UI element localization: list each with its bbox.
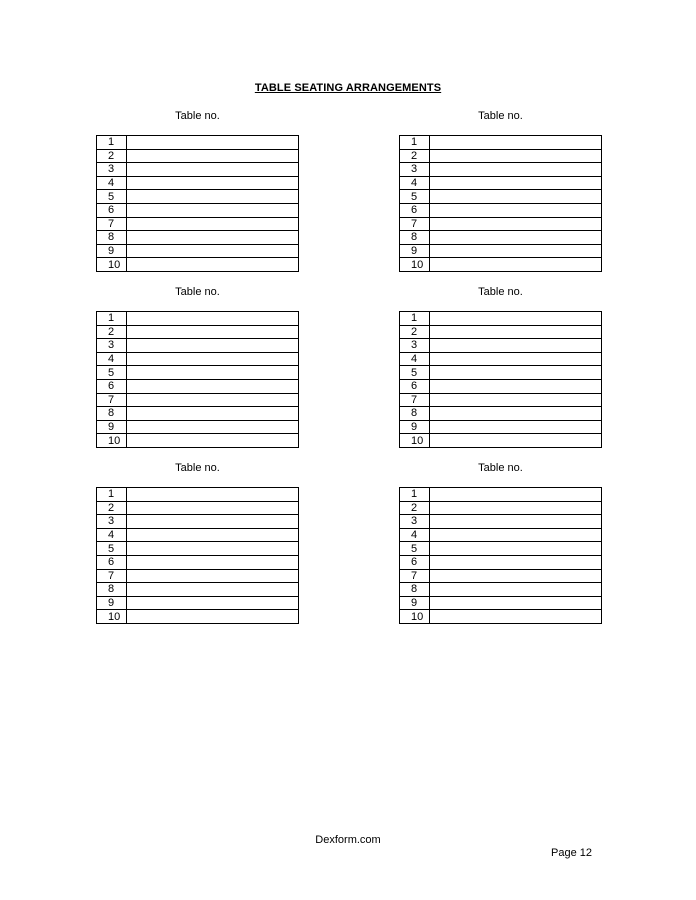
guest-name-cell[interactable] bbox=[127, 569, 299, 583]
seat-row bbox=[97, 434, 299, 448]
guest-name-cell[interactable] bbox=[127, 515, 299, 529]
seat-number: 1 bbox=[97, 136, 127, 150]
seat-number: 6 bbox=[97, 555, 127, 569]
seat-number: 9 bbox=[97, 244, 127, 258]
guest-name-cell[interactable] bbox=[127, 596, 299, 610]
seat-number: 3 bbox=[97, 339, 127, 353]
seat-row bbox=[400, 366, 602, 380]
seat-row bbox=[400, 176, 602, 190]
seat-row bbox=[97, 312, 299, 326]
seat-row bbox=[97, 352, 299, 366]
seat-number: 10 bbox=[97, 258, 127, 272]
seat-number: 5 bbox=[400, 542, 430, 556]
guest-name-cell[interactable] bbox=[127, 217, 299, 231]
seat-row bbox=[97, 339, 299, 353]
seat-number: 7 bbox=[97, 217, 127, 231]
seat-row bbox=[97, 163, 299, 177]
seat-row bbox=[400, 231, 602, 245]
seat-row bbox=[400, 407, 602, 421]
table-number-label: Table no. bbox=[478, 286, 523, 298]
seat-row bbox=[97, 325, 299, 339]
seat-number: 4 bbox=[400, 176, 430, 190]
guest-name-cell[interactable] bbox=[430, 366, 602, 380]
seat-number: 7 bbox=[400, 393, 430, 407]
seat-row bbox=[400, 583, 602, 597]
seat-grid bbox=[96, 135, 299, 272]
seat-number: 8 bbox=[400, 583, 430, 597]
seat-row bbox=[400, 528, 602, 542]
guest-name-cell[interactable] bbox=[430, 501, 602, 515]
seat-row bbox=[400, 501, 602, 515]
seat-number: 7 bbox=[97, 393, 127, 407]
seat-row bbox=[97, 528, 299, 542]
seat-number: 9 bbox=[400, 420, 430, 434]
seat-row bbox=[400, 163, 602, 177]
seat-number: 9 bbox=[97, 596, 127, 610]
seat-number: 6 bbox=[400, 203, 430, 217]
guest-name-cell[interactable] bbox=[430, 434, 602, 448]
seat-number: 5 bbox=[97, 366, 127, 380]
table-number-label: Table no. bbox=[478, 462, 523, 474]
table-number-label: Table no. bbox=[478, 110, 523, 122]
guest-name-cell[interactable] bbox=[127, 231, 299, 245]
guest-name-cell[interactable] bbox=[430, 217, 602, 231]
page-number: Page 12 bbox=[551, 847, 592, 859]
seat-number: 10 bbox=[97, 434, 127, 448]
guest-name-cell[interactable] bbox=[127, 434, 299, 448]
guest-name-cell[interactable] bbox=[430, 176, 602, 190]
seat-number: 2 bbox=[97, 501, 127, 515]
guest-name-cell[interactable] bbox=[430, 352, 602, 366]
seat-number: 1 bbox=[400, 136, 430, 150]
guest-name-cell[interactable] bbox=[430, 244, 602, 258]
seat-row bbox=[97, 583, 299, 597]
guest-name-cell[interactable] bbox=[127, 244, 299, 258]
seat-row bbox=[400, 515, 602, 529]
seat-number: 8 bbox=[400, 407, 430, 421]
seat-number: 8 bbox=[97, 583, 127, 597]
table-number-label: Table no. bbox=[175, 110, 220, 122]
footer-site: Dexform.com bbox=[315, 834, 381, 846]
seat-number: 10 bbox=[400, 434, 430, 448]
seat-row bbox=[97, 176, 299, 190]
seat-row bbox=[97, 258, 299, 272]
seat-number: 6 bbox=[400, 555, 430, 569]
seat-row bbox=[400, 312, 602, 326]
seat-number: 2 bbox=[97, 325, 127, 339]
seat-number: 3 bbox=[400, 163, 430, 177]
guest-name-cell[interactable] bbox=[127, 555, 299, 569]
seat-row bbox=[97, 488, 299, 502]
seat-row bbox=[400, 569, 602, 583]
seat-row bbox=[400, 379, 602, 393]
seat-number: 5 bbox=[400, 366, 430, 380]
seat-row bbox=[400, 542, 602, 556]
seat-number: 7 bbox=[400, 217, 430, 231]
seat-number: 4 bbox=[400, 528, 430, 542]
seat-number: 8 bbox=[97, 407, 127, 421]
seat-row bbox=[97, 501, 299, 515]
guest-name-cell[interactable] bbox=[430, 163, 602, 177]
guest-name-cell[interactable] bbox=[430, 190, 602, 204]
seat-row bbox=[400, 596, 602, 610]
guest-name-cell[interactable] bbox=[127, 339, 299, 353]
seat-number: 8 bbox=[97, 231, 127, 245]
seat-row bbox=[400, 420, 602, 434]
seat-row bbox=[400, 339, 602, 353]
guest-name-cell[interactable] bbox=[127, 312, 299, 326]
guest-name-cell[interactable] bbox=[430, 258, 602, 272]
guest-name-cell[interactable] bbox=[127, 488, 299, 502]
guest-name-cell[interactable] bbox=[127, 393, 299, 407]
seat-number: 9 bbox=[400, 244, 430, 258]
seat-number: 5 bbox=[97, 542, 127, 556]
seat-number: 4 bbox=[97, 352, 127, 366]
seat-row bbox=[400, 217, 602, 231]
seat-row bbox=[97, 217, 299, 231]
seat-number: 1 bbox=[400, 312, 430, 326]
guest-name-cell[interactable] bbox=[127, 407, 299, 421]
seat-row bbox=[400, 325, 602, 339]
guest-name-cell[interactable] bbox=[127, 420, 299, 434]
seat-number: 9 bbox=[400, 596, 430, 610]
guest-name-cell[interactable] bbox=[430, 136, 602, 150]
seat-row bbox=[97, 420, 299, 434]
guest-name-cell[interactable] bbox=[430, 420, 602, 434]
seat-number: 3 bbox=[400, 339, 430, 353]
seat-row bbox=[97, 407, 299, 421]
seat-number: 6 bbox=[400, 379, 430, 393]
seat-grid bbox=[96, 487, 299, 624]
guest-name-cell[interactable] bbox=[127, 190, 299, 204]
seat-number: 4 bbox=[400, 352, 430, 366]
seat-number: 5 bbox=[97, 190, 127, 204]
guest-name-cell[interactable] bbox=[127, 366, 299, 380]
guest-name-cell[interactable] bbox=[127, 163, 299, 177]
seat-row bbox=[400, 555, 602, 569]
seat-row bbox=[97, 136, 299, 150]
guest-name-cell[interactable] bbox=[430, 555, 602, 569]
seat-row bbox=[400, 610, 602, 624]
guest-name-cell[interactable] bbox=[430, 583, 602, 597]
seat-row bbox=[97, 542, 299, 556]
seat-row bbox=[97, 149, 299, 163]
seat-row bbox=[400, 258, 602, 272]
guest-name-cell[interactable] bbox=[430, 393, 602, 407]
guest-name-cell[interactable] bbox=[127, 149, 299, 163]
guest-name-cell[interactable] bbox=[127, 501, 299, 515]
guest-name-cell[interactable] bbox=[430, 542, 602, 556]
seat-number: 2 bbox=[400, 501, 430, 515]
guest-name-cell[interactable] bbox=[127, 542, 299, 556]
seat-number: 7 bbox=[400, 569, 430, 583]
guest-name-cell[interactable] bbox=[430, 610, 602, 624]
seat-grid bbox=[399, 487, 602, 624]
seat-number: 2 bbox=[400, 325, 430, 339]
guest-name-cell[interactable] bbox=[127, 352, 299, 366]
seat-row bbox=[97, 190, 299, 204]
seat-row bbox=[97, 569, 299, 583]
seat-number: 6 bbox=[97, 203, 127, 217]
seat-number: 4 bbox=[97, 176, 127, 190]
seat-number: 4 bbox=[97, 528, 127, 542]
seat-number: 3 bbox=[97, 163, 127, 177]
guest-name-cell[interactable] bbox=[127, 176, 299, 190]
guest-name-cell[interactable] bbox=[127, 325, 299, 339]
seat-number: 3 bbox=[400, 515, 430, 529]
guest-name-cell[interactable] bbox=[430, 528, 602, 542]
seat-number: 10 bbox=[400, 610, 430, 624]
seat-row bbox=[97, 610, 299, 624]
guest-name-cell[interactable] bbox=[127, 258, 299, 272]
guest-name-cell[interactable] bbox=[430, 312, 602, 326]
seat-number: 10 bbox=[400, 258, 430, 272]
guest-name-cell[interactable] bbox=[430, 596, 602, 610]
seat-row bbox=[400, 393, 602, 407]
guest-name-cell[interactable] bbox=[430, 379, 602, 393]
guest-name-cell[interactable] bbox=[430, 203, 602, 217]
seat-number: 5 bbox=[400, 190, 430, 204]
seat-number: 10 bbox=[97, 610, 127, 624]
seat-row bbox=[400, 434, 602, 448]
guest-name-cell[interactable] bbox=[430, 339, 602, 353]
guest-name-cell[interactable] bbox=[127, 610, 299, 624]
seat-row bbox=[97, 555, 299, 569]
table-number-label: Table no. bbox=[175, 462, 220, 474]
guest-name-cell[interactable] bbox=[430, 231, 602, 245]
seat-row bbox=[400, 488, 602, 502]
seat-number: 6 bbox=[97, 379, 127, 393]
guest-name-cell[interactable] bbox=[127, 379, 299, 393]
seat-row bbox=[97, 379, 299, 393]
seat-row bbox=[97, 596, 299, 610]
seat-row bbox=[97, 203, 299, 217]
seat-number: 3 bbox=[97, 515, 127, 529]
seat-grid bbox=[399, 135, 602, 272]
guest-name-cell[interactable] bbox=[430, 569, 602, 583]
guest-name-cell[interactable] bbox=[430, 488, 602, 502]
guest-name-cell[interactable] bbox=[127, 583, 299, 597]
seat-number: 1 bbox=[97, 312, 127, 326]
seat-row bbox=[97, 231, 299, 245]
guest-name-cell[interactable] bbox=[127, 203, 299, 217]
table-number-label: Table no. bbox=[175, 286, 220, 298]
seat-row bbox=[97, 393, 299, 407]
seat-row bbox=[97, 515, 299, 529]
seat-number: 1 bbox=[400, 488, 430, 502]
guest-name-cell[interactable] bbox=[127, 528, 299, 542]
seat-row bbox=[97, 244, 299, 258]
page-title: TABLE SEATING ARRANGEMENTS bbox=[254, 82, 442, 94]
seat-row bbox=[400, 190, 602, 204]
seat-row bbox=[400, 203, 602, 217]
seat-number: 7 bbox=[97, 569, 127, 583]
seat-number: 2 bbox=[97, 149, 127, 163]
guest-name-cell[interactable] bbox=[430, 515, 602, 529]
seat-grid bbox=[96, 311, 299, 448]
seat-row bbox=[400, 136, 602, 150]
guest-name-cell[interactable] bbox=[127, 136, 299, 150]
seat-number: 2 bbox=[400, 149, 430, 163]
guest-name-cell[interactable] bbox=[430, 149, 602, 163]
seat-number: 8 bbox=[400, 231, 430, 245]
seat-row bbox=[97, 366, 299, 380]
seat-row bbox=[400, 149, 602, 163]
seat-number: 9 bbox=[97, 420, 127, 434]
guest-name-cell[interactable] bbox=[430, 407, 602, 421]
seat-grid bbox=[399, 311, 602, 448]
guest-name-cell[interactable] bbox=[430, 325, 602, 339]
seat-row bbox=[400, 352, 602, 366]
seat-row bbox=[400, 244, 602, 258]
seat-number: 1 bbox=[97, 488, 127, 502]
